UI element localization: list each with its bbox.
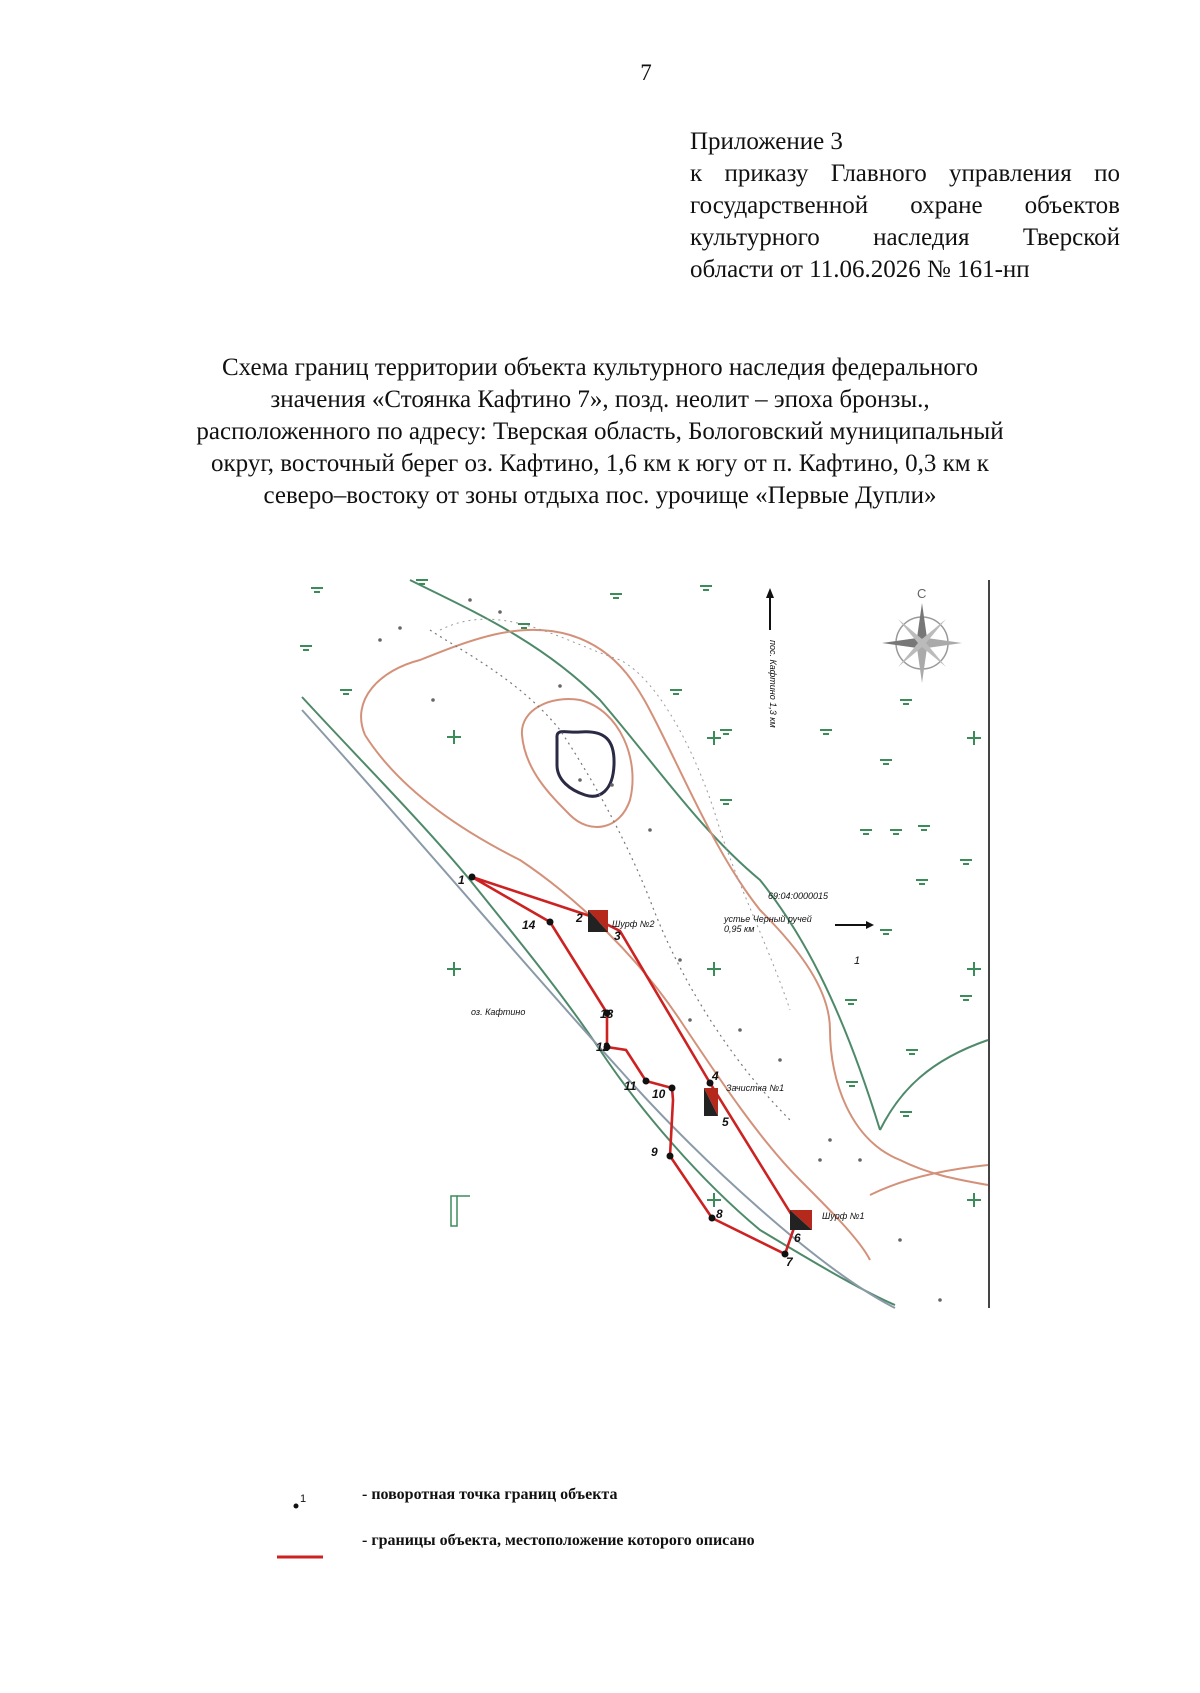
hilltop-contour: [557, 732, 614, 797]
grid-crosses: [447, 730, 981, 1207]
scheme-title-line: расположенного по адресу: Тверская область, Бологовский муниципальный: [196, 418, 1004, 445]
north-note: пос. Кафтино 1,3 км: [768, 640, 778, 728]
vertex-dot: [547, 919, 554, 926]
shurf2-label: Шурф №2: [612, 919, 655, 929]
legend-point-number: 1: [300, 1493, 307, 1505]
appendix-line: области от 11.06.2026 № 161-нп: [690, 256, 1030, 283]
north-arrow-head: [766, 588, 774, 598]
vertex-dot: [669, 1085, 676, 1092]
appendix-line: государственной охране объектов: [690, 192, 1120, 219]
point-label: 10: [652, 1087, 666, 1101]
scheme-title-line: Схема границ территории объекта культурного наследия федерального: [221, 354, 979, 381]
appendix-title: Приложение 3: [690, 128, 843, 155]
appendix-line: культурного наследия Тверской: [690, 224, 1120, 251]
legend-point-text: - поворотная точка границ объекта: [362, 1486, 618, 1503]
legend-line-text: - границы объекта, местоположение которого описано: [362, 1532, 755, 1549]
shurf1-label: Шурф №1: [822, 1211, 865, 1221]
vertex-dot: [709, 1215, 716, 1222]
shoreline: [880, 1040, 988, 1130]
point-label: 12: [596, 1040, 610, 1054]
scheme-title-line: северо–востоку от зоны отдыха пос. урочище «Первые Дупли»: [263, 482, 937, 509]
point-label: 13: [600, 1007, 614, 1021]
map-symbol: [451, 1196, 470, 1226]
point-label: 14: [522, 918, 536, 932]
point-label: 9: [651, 1145, 658, 1159]
vertex-dot: [469, 874, 476, 881]
point-label: 7: [786, 1255, 793, 1269]
point-label: 2: [576, 911, 583, 925]
stream-arrow-head: [866, 921, 874, 929]
stream-label: устье Черный ручей: [724, 914, 812, 924]
legend-point-symbol: [294, 1504, 299, 1509]
point-label: 1: [458, 873, 465, 887]
stream-distance-label: 0,95 км: [724, 924, 755, 934]
compass-north-label: С: [917, 586, 927, 601]
scheme-title-line: округ, восточный берег оз. Кафтино, 1,6 км к югу от п. Кафтино, 0,3 км к: [211, 450, 989, 477]
point-label: 11: [624, 1079, 637, 1093]
contour-line: [870, 1165, 988, 1195]
lake-label: оз. Кафтино: [471, 1007, 526, 1017]
point-label: 4: [712, 1069, 719, 1083]
contour-line: [361, 630, 988, 1185]
point-label: 3: [614, 929, 621, 943]
dotted-line: [440, 619, 790, 1010]
page-number: 7: [640, 60, 652, 85]
point-label: 8: [716, 1207, 723, 1221]
appendix-line: к приказу Главного управления по: [690, 160, 1120, 187]
meadow-symbols: [300, 580, 972, 1116]
scheme-title-line: значения «Стоянка Кафтино 7», позд. неолит – эпоха бронзы.,: [270, 386, 930, 413]
area-label: 1: [854, 955, 861, 967]
cadastre-label: 69:04:0000015: [768, 891, 829, 901]
vertex-dot: [643, 1078, 650, 1085]
point-label: 6: [794, 1231, 801, 1245]
compass-rose: [882, 586, 962, 683]
contour-line: [365, 735, 870, 1260]
shoreline: [410, 580, 880, 1130]
vertex-dot: [667, 1153, 674, 1160]
point-label: 5: [722, 1115, 729, 1129]
zachistka-label: Зачистка №1: [726, 1083, 785, 1093]
